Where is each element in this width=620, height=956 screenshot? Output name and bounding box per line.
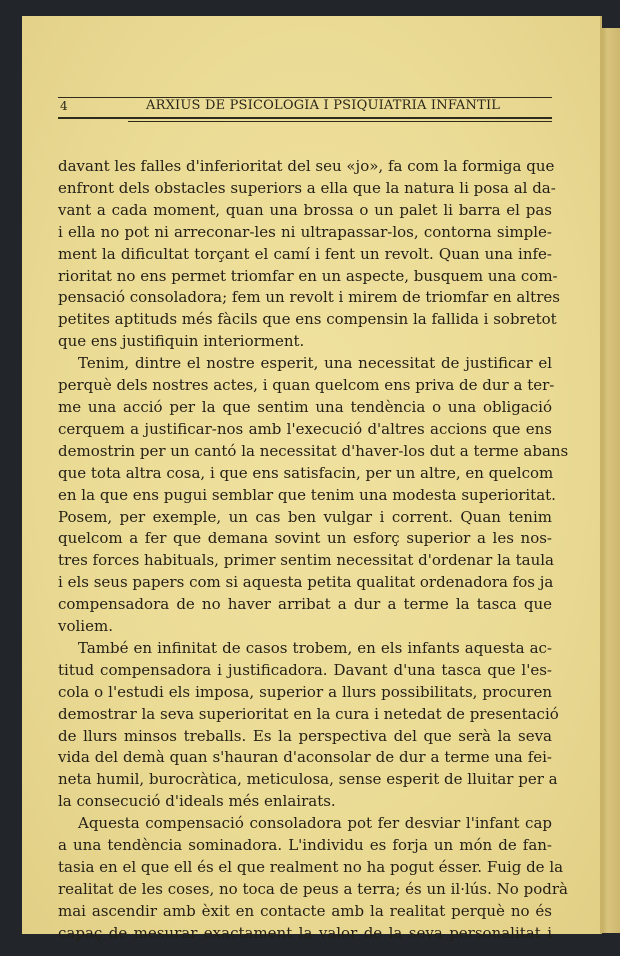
- text-line: Tenim, dintre el nostre esperit, una necessitat de justificar el: [78, 354, 552, 373]
- text-line: me una acció per la que sentim una tendència o una obligació: [58, 397, 552, 416]
- text-line: que tota altra cosa, i que ens satisfacin, per un altre, en quelcom: [58, 463, 554, 482]
- text-line: i ella no pot ni arreconar-les ni ultrapassar-los, contorna simple-: [58, 222, 552, 241]
- header-underline-rule: [128, 121, 552, 122]
- text-line: quelcom a fer que demana sovint un esforç superior a les nos-: [58, 529, 552, 548]
- running-title: ARXIUS DE PSICOLOGIA I PSIQUIATRIA INFANTIL: [146, 98, 501, 113]
- text-line: vida del demà quan s'hauran d'aconsolar de dur a terme una fei-: [58, 748, 552, 767]
- text-line: que ens justifiquin interiorment.: [58, 332, 305, 351]
- text-line: rioritat no ens permet triomfar en un aspecte, busquem una com-: [58, 266, 558, 285]
- paragraph: [58, 353, 569, 638]
- text-line: mai ascendir amb èxit en contacte amb la realitat perquè no és: [58, 901, 552, 920]
- text-line: realitat de les coses, no toca de peus a terra; és un il·lús. No podrà: [58, 879, 568, 898]
- text-line: tasia en el que ell és el que realment no ha pogut ésser. Fuig de la: [58, 858, 564, 876]
- text-line: petites aptituds més fàcils que ens compensin la fallida i sobretot: [58, 310, 557, 329]
- text-line: voliem.: [58, 617, 113, 636]
- text-line: davant les falles d'inferioritat del seu «jo», fa com la formiga que: [58, 157, 555, 175]
- text-line: a una tendència sominadora. L'individu es forja un món de fan-: [58, 836, 552, 855]
- text-line: pensació consoladora; fem un revolt i mirem de triomfar en altres: [58, 288, 560, 307]
- text-line: ment la dificultat torçant el camí i fent un revolt. Quan una infe-: [58, 244, 552, 263]
- text-line: de llurs minsos treballs. Es la perspectiva del que serà la seva: [58, 726, 552, 745]
- text-line: cola o l'estudi els imposa, superior a llurs possibilitats, procuren: [58, 682, 552, 701]
- text-line: titud compensadora i justificadora. Davant d'una tasca que l'es-: [58, 660, 552, 679]
- text-line: perquè dels nostres actes, i quan quelcom ens priva de dur a ter-: [58, 376, 555, 395]
- text-line: cerquem a justificar-nos amb l'execució d'altres accions que ens: [58, 419, 552, 438]
- text-line: tres forces habituals, primer sentim necessitat d'ordenar la taula: [58, 551, 554, 570]
- page-number: 4: [60, 99, 68, 113]
- paragraph: [58, 813, 568, 944]
- text-line: enfront dels obstacles superiors a ella que la natura li posa al da-: [58, 178, 556, 197]
- paragraph: [58, 156, 560, 353]
- text-line: neta humil, burocràtica, meticulosa, sense esperit de lluitar per a: [58, 770, 558, 789]
- text-line: demostrin per un cantó la necessitat d'haver-los dut a terme abans: [58, 441, 569, 460]
- text-line: Posem, per exemple, un cas ben vulgar i corrent. Quan tenim: [58, 507, 552, 526]
- page-header: [58, 92, 552, 136]
- text-line: la consecució d'ideals més enlairats.: [58, 792, 336, 811]
- text-line: capaç de mesurar exactament la valor de la seva personalitat i: [58, 923, 552, 942]
- text-line: vant a cada moment, quan una brossa o un palet li barra el pas: [58, 200, 552, 219]
- text-line: en la que ens pugui semblar que tenim una modesta superioritat.: [58, 485, 556, 504]
- header-bottom-rule: [58, 117, 552, 119]
- text-line: demostrar la seva superioritat en la cura i netedat de presentació: [58, 704, 559, 723]
- text-line: També en infinitat de casos trobem, en els infants aquesta ac-: [78, 638, 552, 657]
- body-text: [58, 156, 569, 945]
- text-line: i els seus papers com si aquesta petita qualitat ordenadora fos ja: [58, 573, 554, 592]
- text-line: compensadora de no haver arribat a dur a terme la tasca que: [58, 595, 552, 614]
- paragraph: [58, 638, 559, 813]
- text-line: Aquesta compensació consoladora pot fer desviar l'infant cap: [78, 814, 552, 833]
